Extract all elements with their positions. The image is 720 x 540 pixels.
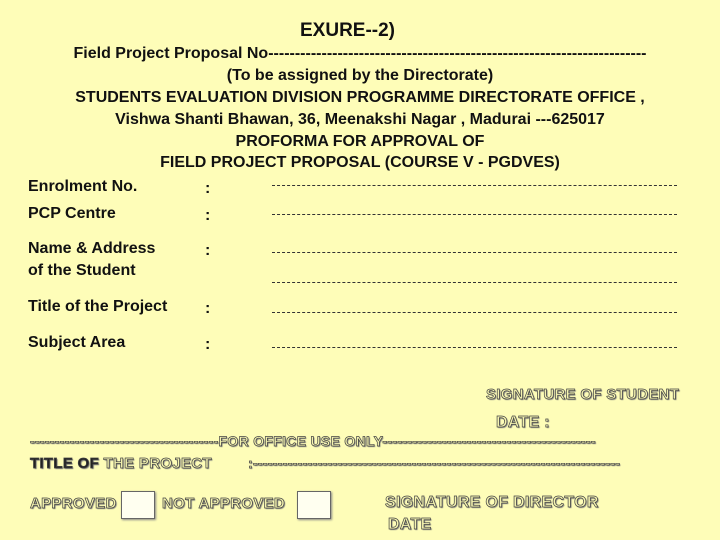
annexure-heading: EXURE--2) [300, 20, 396, 41]
director-date-label: DATE [388, 516, 432, 533]
name-address-label: Name & Address [28, 240, 156, 257]
name-address-field[interactable] [272, 252, 677, 253]
name-address-label-line2: of the Student [28, 262, 136, 279]
office-project-title-label [30, 455, 212, 472]
office-project-title-field[interactable]: :-------------------------------------------------------------------------- [248, 455, 621, 471]
enrolment-field[interactable] [272, 185, 677, 186]
colon: : [205, 242, 211, 259]
colon: : [205, 336, 211, 353]
name-address-field-line2[interactable] [272, 282, 677, 283]
not-approved-label: NOT APPROVED [162, 495, 286, 512]
proposal-number-line: Field Project Proposal No----------------------------------------------------------------------- [73, 45, 647, 62]
enrolment-label: Enrolment No. [28, 178, 138, 195]
colon: : [205, 180, 211, 197]
office-title-bold: TITLE OF [30, 455, 100, 472]
project-title-label: Title of the Project [28, 298, 168, 315]
office-name: STUDENTS EVALUATION DIVISION PROGRAMME DIRECTORATE OFFICE , [75, 89, 645, 106]
course-title: FIELD PROJECT PROPOSAL (COURSE V - PGDVES) [160, 154, 560, 171]
office-use-divider: --------------------------------------FOR OFFICE USE ONLY------------------------------------------- [30, 433, 596, 449]
colon: : [205, 300, 211, 317]
subject-area-field[interactable] [272, 347, 677, 348]
student-signature-label: SIGNATURE OF STUDENT [486, 386, 680, 403]
proforma-title: PROFORMA FOR APPROVAL OF [235, 133, 485, 150]
approved-label: APPROVED [30, 495, 117, 512]
assigned-note: (To be assigned by the Directorate) [226, 67, 494, 84]
pcp-centre-label: PCP Centre [28, 205, 116, 222]
approved-checkbox[interactable] [121, 491, 155, 519]
pcp-centre-field[interactable] [272, 214, 677, 215]
subject-area-label: Subject Area [28, 334, 126, 351]
office-title-rest: THE PROJECT [99, 455, 212, 472]
colon: : [205, 207, 211, 224]
student-date-label: DATE : [496, 414, 550, 431]
director-signature-label: SIGNATURE OF DIRECTOR [385, 494, 599, 511]
project-title-field[interactable] [272, 312, 677, 313]
office-address: Vishwa Shanti Bhawan, 36, Meenakshi Nagar , Madurai ---625017 [115, 111, 605, 128]
not-approved-checkbox[interactable] [297, 491, 331, 519]
